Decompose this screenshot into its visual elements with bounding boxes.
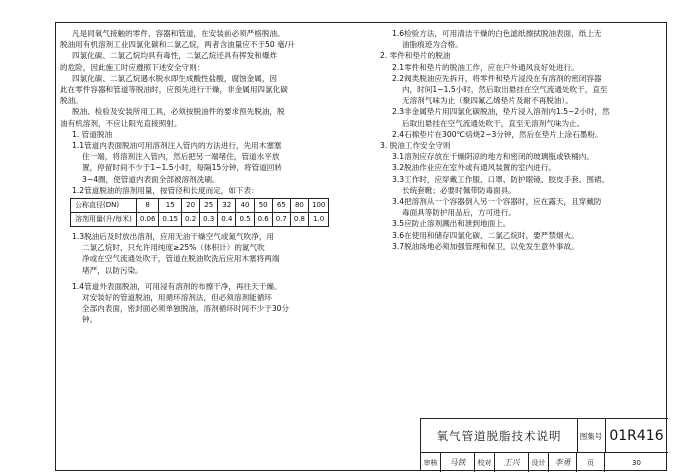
rule-line: 3.2脱油作业应在室外或有通风装置的室内进行。 — [392, 163, 556, 173]
para-line: 2.3非金属垫片用四氯化碳脱油，垫片浸入溶剂内1.5~2小时，然 — [392, 107, 610, 117]
para-line: 置，停留时间不少于1~1.5小时，每隔15分钟，将管道回转 — [82, 163, 282, 173]
check-label: 校对 — [475, 453, 495, 472]
table-cell: 0.15 — [159, 213, 182, 227]
para-line: 对安装好的管道脱油，用循环溶剂法，但必须溶剂能循环 — [82, 293, 272, 303]
table-cell: 40 — [236, 199, 254, 213]
intro-line: 脱油。 — [60, 96, 83, 106]
para-line: 净或在空气流通处吹干，管道在脱油吹洗后应用木塞将两端 — [82, 254, 280, 264]
para-line: 全部内表面，密封面必须单独脱油，溶剂循环时间不少于30分 — [82, 304, 290, 314]
intro-line: 四氯化碳、二氯乙烷均具有毒性，二氯乙烷还具有挥发和爆炸 — [72, 51, 278, 61]
signature-row — [421, 452, 668, 472]
para-line: 1.1管道内表面脱油可用溶剂注入管内的方法进行，先用木塞塞 — [72, 141, 282, 151]
intro-line: 此在零件容器和管道等脱油时，应预先进行干燥，非金属用四氯化碳 — [60, 85, 288, 95]
title-row — [421, 418, 668, 453]
rule-line: 3.1溶剂应存放在干燥阴凉的地方和密闭的玻璃瓶或铁桶内。 — [392, 152, 594, 162]
para-line: 后取出悬挂在空气流通处吹干，直至无溶剂气味为止。 — [402, 118, 585, 128]
para-line: 1.2管道脱油的溶剂用量，按管径和长度而定，如下表： — [72, 185, 259, 195]
table-cell: 0.5 — [236, 213, 254, 227]
table-cell: 65 — [272, 199, 290, 213]
para-line: 油脂痕迹为合格。 — [402, 40, 463, 50]
table-cell: 80 — [290, 199, 308, 213]
atlas-label: 图集号 — [577, 419, 606, 453]
atlas-number: 01R416 — [609, 428, 664, 444]
table-cell: 0.3 — [200, 213, 218, 227]
para-line: 住一端，将溶剂注入管内，然后把另一端堵住，管道水平放 — [82, 152, 280, 162]
audit-signature: 马铁 — [441, 453, 475, 472]
table-row — [71, 199, 329, 213]
rule-line: 毒面具等防护用品后，方可进行。 — [402, 208, 516, 218]
intro-line: 脱油用有机溶剂工业四氯化碳和二氯乙烷，两者含油量应不于50 毫/升 — [60, 40, 295, 50]
para-line: 无溶剂气味为止（聚四氟乙烯垫片及耐不再脱油）。 — [402, 96, 573, 106]
right-column — [380, 28, 660, 252]
drawing-title: 氧气管道脱脂技术说明 — [421, 419, 578, 453]
intro-line: 四氯化碳、二氯乙烷遇水脱水即生成酸性盐酸，腐蚀金属，因 — [72, 73, 278, 83]
para-line: 2.1零件和垫片的脱油工作，应在户外通风良好处进行。 — [392, 62, 579, 72]
para-line: 堵严，以防污染。 — [82, 265, 143, 275]
rule-line: 3.6在使用和储存四氯化碳、二氯乙烷时，要严禁烟火。 — [392, 230, 579, 240]
para-line: 内，时间1~1.5小时，然后取出悬挂在空气流通处吹干，直至 — [402, 85, 608, 95]
table-cell: 100 — [309, 199, 329, 213]
para-line: 1.3脱油后及时放出溶剂，应用无油干燥空气或氮气吹净，用 — [72, 232, 274, 242]
table-row-label: 公称直径(DN) — [71, 199, 137, 213]
table-cell: 1.0 — [309, 213, 329, 227]
table-cell: 0.4 — [218, 213, 236, 227]
para-line: 二氯乙烷时，只允许用纯度≥25%（体积计）的氮气吹 — [82, 243, 265, 253]
para-line: 1.4管道外表面脱油，可用浸有溶剂的布擦干净，再往天干燥。 — [72, 281, 282, 291]
title-block — [420, 418, 667, 471]
table-row — [71, 213, 329, 227]
rule-line: 3.4把溶剂从一个容器倒入另一个容器时，应在露天，且穿戴防 — [392, 197, 602, 207]
section-heading: 1. 管道脱油 — [72, 129, 113, 139]
table-cell: 0.6 — [254, 213, 272, 227]
table-cell: 50 — [254, 199, 272, 213]
section-heading: 2. 零件和垫片的脱油 — [380, 51, 451, 61]
table-cell: 25 — [200, 199, 218, 213]
page-number: 30 — [632, 458, 641, 467]
rule-line: 3.5应防止溶剂溅出和泄到地面上。 — [392, 219, 511, 229]
rule-line: 长统套靴；必要时佩带防毒面具。 — [402, 185, 516, 195]
design-signature: 李勇 — [549, 453, 577, 472]
intro-line: 凡是同氧气接触的零件、容器和管道，在安装前必须严格脱油。 — [72, 29, 285, 38]
table-cell: 32 — [218, 199, 236, 213]
rule-line: 3.7脱油场地必须加强管理和保卫，以免发生意外事故。 — [392, 241, 579, 251]
left-column — [60, 28, 360, 326]
para-line: 1.6检验方法，可用清洁干燥的白色滤纸擦拭脱油表面，纸上无 — [392, 29, 602, 38]
solvent-table — [70, 198, 329, 227]
intro-line: 的危险，因此施工时应遵照下述安全守则： — [60, 62, 205, 72]
page-label: 页 — [577, 453, 605, 472]
table-cell: 0.2 — [182, 213, 200, 227]
para-line: 3~4圈，使管道内表面全部被溶剂洗刷。 — [82, 174, 220, 184]
table-cell: 20 — [182, 199, 200, 213]
rule-line: 3.3工作时，应穿戴工作服、口罩、防护眼镜、胶皮手套、围裙、 — [392, 174, 610, 184]
audit-label: 审核 — [421, 453, 441, 472]
para-line: 钟。 — [82, 315, 98, 325]
para-line: 2.4石棉垫片在300℃焙烧2~3分钟，然后在垫片上涂石墨粉。 — [392, 129, 603, 139]
table-cell: 0.8 — [290, 213, 308, 227]
table-cell: 8 — [136, 199, 159, 213]
design-label: 设计 — [529, 453, 549, 472]
table-cell: 0.06 — [136, 213, 159, 227]
check-signature: 王兴 — [495, 453, 529, 472]
table-cell: 15 — [159, 199, 182, 213]
intro-line: 油有机溶剂，不应让阳光直接照射。 — [60, 118, 182, 128]
table-cell: 0.7 — [272, 213, 290, 227]
para-line: 2.2阀类脱油应先拆开，将零件和垫片浸没在有溶剂的密闭容器 — [392, 73, 602, 83]
table-row-label: 溶剂用量(升/每米) — [71, 213, 137, 227]
section-heading: 3. 脱油工作安全守则 — [380, 141, 451, 151]
intro-line: 脱油、检验及安装所用工具，必须按脱油件的要求预先脱油，脱 — [72, 107, 285, 117]
